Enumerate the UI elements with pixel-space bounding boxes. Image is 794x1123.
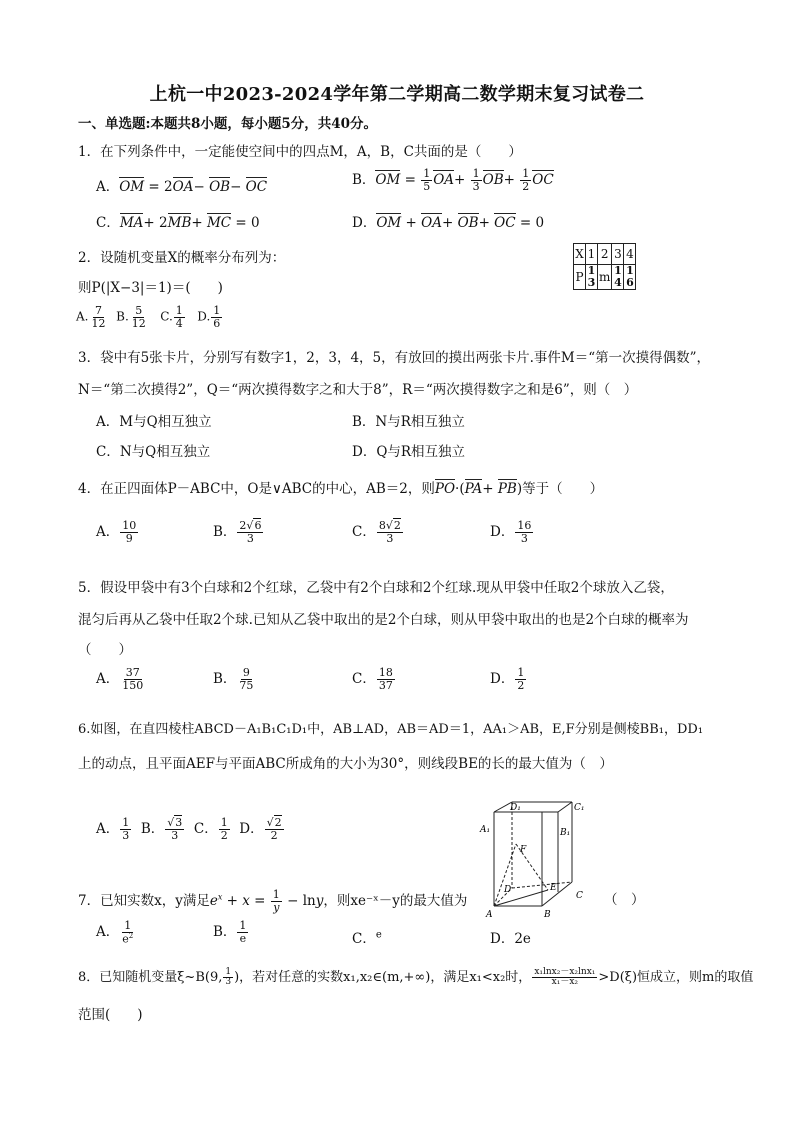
table-cell: 1: [586, 244, 598, 265]
prism-figure: [476, 800, 606, 922]
figure-label: A₁: [480, 825, 491, 835]
distribution-table: [573, 243, 636, 290]
q5-stem-line3: （ ）: [78, 642, 132, 658]
figure-label: D: [504, 885, 512, 895]
q7-option-b: B． $\frac{1}{e}$: [213, 919, 247, 945]
q3-stem: 3．袋中有5张卡片，分别写有数字1，2，3，4，5，有放回的摸出两张卡片.事件M＝“第一次摸得偶数”，: [78, 350, 711, 366]
q3-option-b: B．N与R相互独立: [352, 414, 465, 430]
table-cell: X: [574, 244, 586, 265]
table-cell: 1 3: [586, 265, 598, 290]
table-cell: 1 4: [612, 265, 624, 290]
q4-option-b: B． $\frac{2√6}{3}$: [213, 519, 262, 545]
q4-option-a: A． $\frac{10}{9}$: [96, 519, 137, 545]
q3-stem-line2: N＝“第二次摸得2”，Q＝“两次摸得数字之和大于8”，R＝“两次摸得数字之和是6”，则（ ）: [78, 382, 638, 398]
table-row: [574, 265, 636, 290]
q7-option-c: C．$^e$: [352, 929, 382, 947]
q5-option-a: A． $\frac{37}{150}$: [96, 666, 144, 692]
figure-label: F: [520, 845, 527, 855]
q2-stem-question: 则P(|X−3|＝1)＝( ): [78, 280, 223, 296]
q3-option-a: A．M与Q相互独立: [96, 414, 212, 430]
q5-option-c: C． $\frac{18}{37}$: [352, 666, 393, 692]
q5-stem-line2: 混匀后再从乙袋中任取2个球.已知从乙袋中取出的是2个白球，则从甲袋中取出的也是2个白球的概率为: [78, 612, 689, 628]
q7-option-d: D．2e: [490, 931, 531, 947]
figure-label: B: [544, 910, 551, 920]
figure-label: D₁: [510, 803, 521, 813]
q1-option-a: A．OM = 2OA− OB− OC: [96, 179, 268, 195]
section-heading: 一、单选题:本题共8小题，每小题5分，共40分。: [78, 116, 378, 132]
q1-option-c: C．MA+ 2MB+ MC = 0: [96, 215, 260, 231]
table-cell: P: [574, 265, 586, 290]
q3-option-d: D．Q与R相互独立: [352, 444, 466, 460]
figure-label: E: [550, 883, 557, 893]
q7-paren: （ ）: [604, 892, 645, 908]
table-cell: 4: [624, 244, 636, 265]
figure-label: C₁: [574, 803, 585, 813]
q7-stem: 7．已知实数x，y满足$e^x + x$ = $\frac{1}{y}$ − lny，则xe⁻ˣ－y的最大值为: [78, 888, 468, 914]
q5-stem: 5．假设甲袋中有3个白球和2个红球，乙袋中有2个白球和2个红球.现从甲袋中任取2个球放入乙袋，: [78, 580, 674, 596]
q5-option-d: D． $\frac{1}{2}$: [490, 666, 525, 692]
table-cell: m: [598, 265, 612, 290]
q7-option-a: A． $\frac{1}{e^2}$: [96, 919, 134, 946]
q8-stem: 8．已知随机变量ξ~B(9, $\frac{1}{3}$ )，若对任意的实数x₁,x₂∈(m,+∞)，满足x₁<x₂时， $\frac{\text{x₁lnx₂－x₂lnx₁}}{\text{x₁－x₂}}$ >D(ξ)恒成立，则m的取值: [78, 966, 754, 987]
table-cell: 2: [598, 244, 612, 265]
q4-stem: 4．在正四面体P－ABC中，O是∨ABC的中心，AB＝2，则PO·(PA+ PB)等于（ ）: [78, 481, 604, 497]
table-cell: 3: [612, 244, 624, 265]
q2-options: A. $\frac{7}{12}$ B. $\frac{5}{12}$ C. $\frac{1}{4}$ D. $\frac{1}{6}$: [76, 304, 221, 330]
q6-stem: 6.如图，在直四棱柱ABCD－A₁B₁C₁D₁中，AB⊥AD，AB＝AD＝1，AA₁＞AB，E,F分别是侧棱BB₁，DD₁: [78, 722, 704, 737]
q4-option-c: C． $\frac{8√2}{3}$: [352, 519, 401, 545]
table-row: [574, 244, 636, 265]
q1-option-d: D．OM + OA+ OB+ OC = 0: [352, 215, 545, 231]
q1-option-b: B．OM = $\frac{1}{5}$ OA+ $\frac{1}{3}$ OB+ $\frac{1}{2}$ OC: [352, 167, 554, 193]
q4-option-d: D． $\frac{16}{3}$: [490, 519, 532, 545]
figure-label: B₁: [560, 828, 571, 838]
table-cell: 1 6: [624, 265, 636, 290]
figure-label: C: [576, 891, 583, 901]
q6-options: A． $\frac{1}{3}$ B． $\frac{√3}{3}$ C． $\frac{1}{2}$ D． $\frac{√2}{2}$: [96, 816, 282, 842]
q3-option-c: C．N与Q相互独立: [96, 444, 211, 460]
q6-stem-line2: 上的动点，且平面AEF与平面ABC所成角的大小为30°，则线段BE的长的最大值为（ ）: [78, 756, 613, 772]
q1-stem: 1．在下列条件中，一定能使空间中的四点M，A，B，C共面的是（ ）: [78, 144, 522, 160]
q8-stem-line2: 范围( ): [78, 1007, 143, 1023]
figure-label: A: [486, 910, 493, 920]
q2-stem: 2．设随机变量X的概率分布列为：: [78, 250, 286, 266]
q5-option-b: B． $\frac{9}{75}$: [213, 666, 254, 692]
page-title: 上杭一中2023-2024学年第二学期高二数学期末复习试卷二: [149, 84, 645, 105]
